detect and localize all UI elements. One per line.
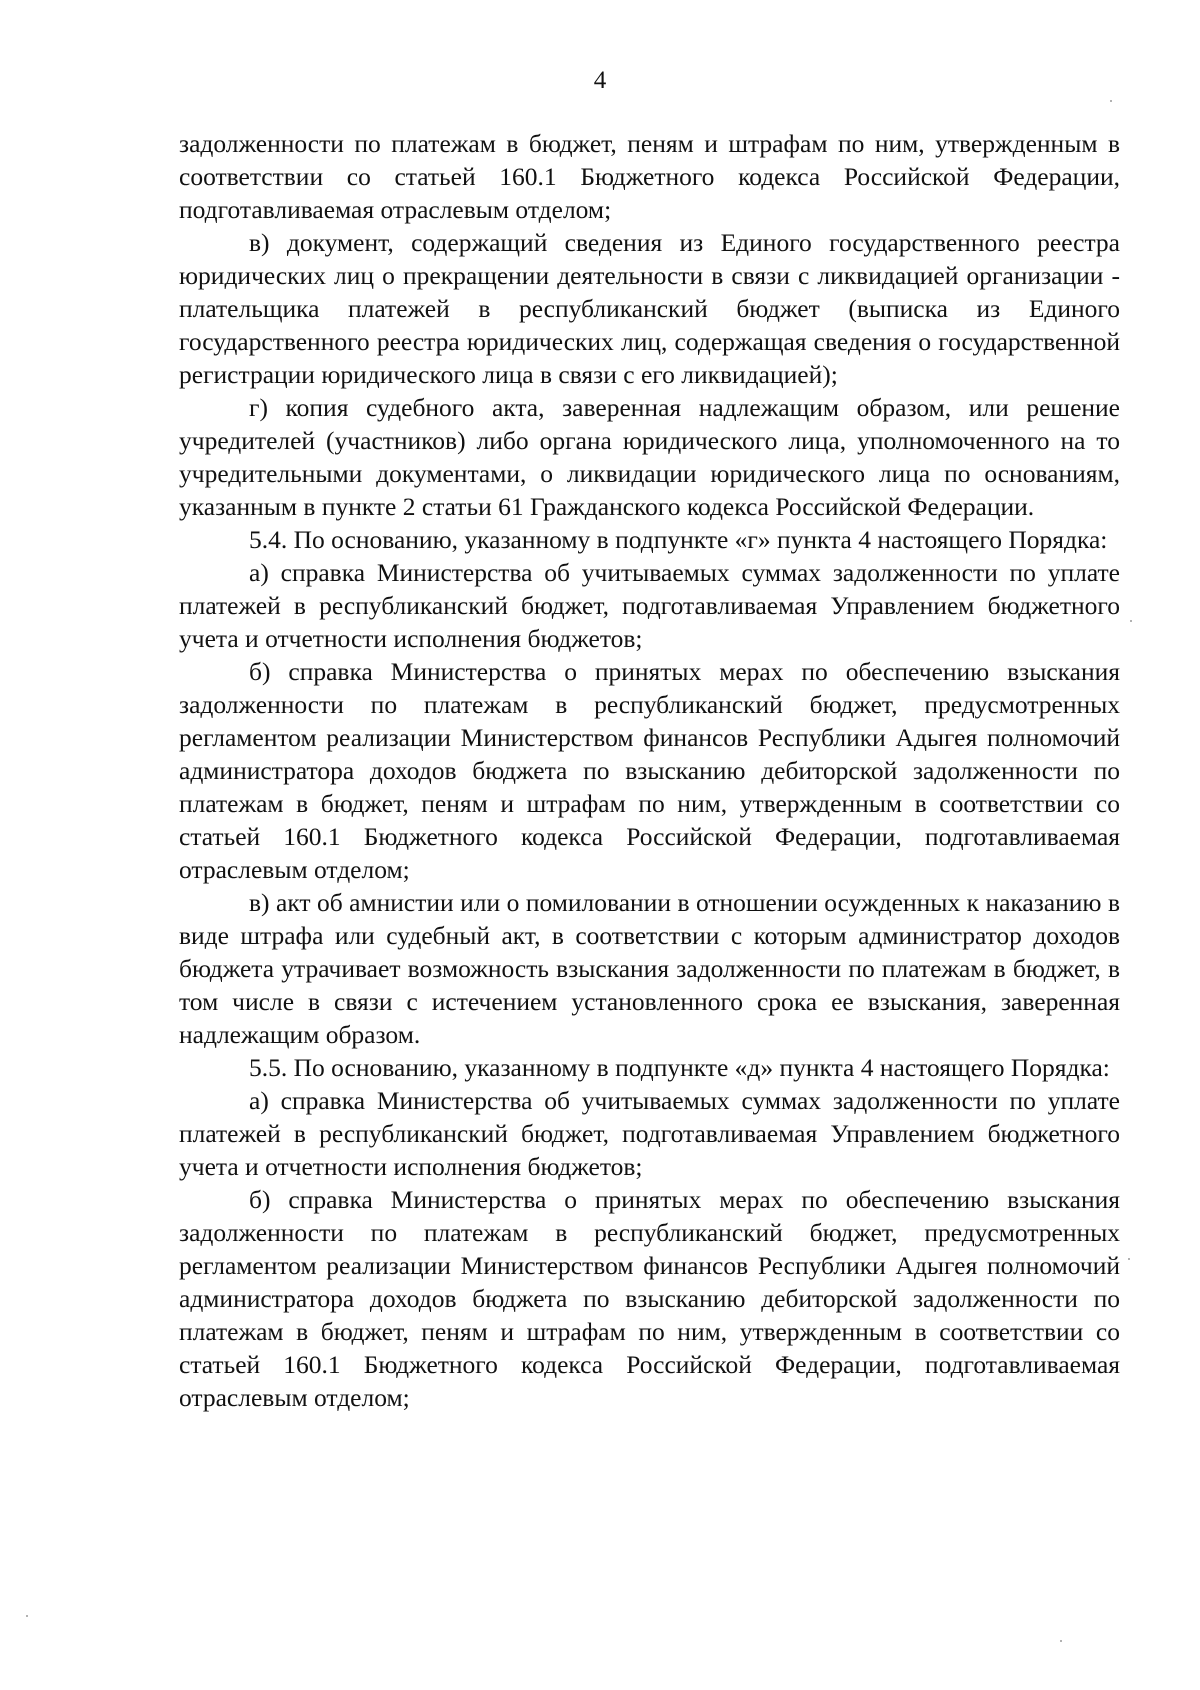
scan-speck bbox=[1110, 100, 1112, 102]
paragraph-continuation: задолженности по платежам в бюджет, пеням и штрафам по ним, утвержденным в соответствии со статьей 160.1 Бюджетного кодекса Российской Федерации, подготавливаемая отраслевым отделом; bbox=[179, 129, 1120, 224]
scan-speck bbox=[1130, 620, 1132, 622]
paragraph-5-5-item-b: б) справка Министерства о принятых мерах по обеспечению взыскания задолженности по платежам в республиканский бюджет, предусмотренных регламентом реализации Министерством финансов Республики Адыгея полномочий администратора доходов бюджета по взысканию дебиторской задолженности по платежам в бюджет, пеням и штрафам по ним, утвержденным в соответствии со статьей 160.1 Бюджетного кодекса Российской Федерации, подготавливаемая отраслевым отделом; bbox=[179, 1185, 1120, 1412]
paragraph-section-5-5: 5.5. По основанию, указанному в подпункте «д» пункта 4 настоящего Порядка: bbox=[249, 1053, 1110, 1082]
scan-speck bbox=[26, 1615, 28, 1617]
scan-speck bbox=[1060, 1640, 1062, 1642]
paragraph-item-g: г) копия судебного акта, заверенная надлежащим образом, или решение учредителей (участников) либо органа юридического лица, уполномоченного на то учредительными документами, о ликвидации юридического лица по основаниям, указанным в пункте 2 статьи 61 Гражданского кодекса Российской Федерации. bbox=[179, 393, 1120, 521]
paragraph-item-v: в) документ, содержащий сведения из Единого государственного реестра юридических лиц о прекращении деятельности в связи с ликвидацией организации - плательщика платежей в республиканский бюджет (выписка из Единого государственного реестра юридических лиц, содержащая сведения о государственной регистрации юридического лица в связи с его ликвидацией); bbox=[179, 228, 1120, 389]
paragraph-5-4-item-b: б) справка Министерства о принятых мерах по обеспечению взыскания задолженности по платежам в республиканский бюджет, предусмотренных регламентом реализации Министерством финансов Республики Адыгея полномочий администратора доходов бюджета по взысканию дебиторской задолженности по платежам в бюджет, пеням и штрафам по ним, утвержденным в соответствии со статьей 160.1 Бюджетного кодекса Российской Федерации, подготавливаемая отраслевым отделом; bbox=[179, 657, 1120, 884]
paragraph-section-5-4: 5.4. По основанию, указанному в подпункте «г» пункта 4 настоящего Порядка: bbox=[249, 525, 1108, 554]
scan-speck bbox=[1128, 1258, 1130, 1260]
page-number: 4 bbox=[593, 67, 607, 94]
document-body bbox=[179, 127, 1120, 1414]
paragraph-5-4-item-v: в) акт об амнистии или о помиловании в отношении осужденных к наказанию в виде штрафа или судебный акт, в соответствии с которым администратор доходов бюджета утрачивает возможность взыскания задолженности по платежам в бюджет, в том числе в связи с истечением установленного срока ее взыскания, заверенная надлежащим образом. bbox=[179, 888, 1120, 1049]
paragraph-5-4-item-a: а) справка Министерства об учитываемых суммах задолженности по уплате платежей в республиканский бюджет, подготавливаемая Управлением бюджетного учета и отчетности исполнения бюджетов; bbox=[179, 558, 1120, 653]
paragraph-5-5-item-a: а) справка Министерства об учитываемых суммах задолженности по уплате платежей в республиканский бюджет, подготавливаемая Управлением бюджетного учета и отчетности исполнения бюджетов; bbox=[179, 1086, 1120, 1181]
